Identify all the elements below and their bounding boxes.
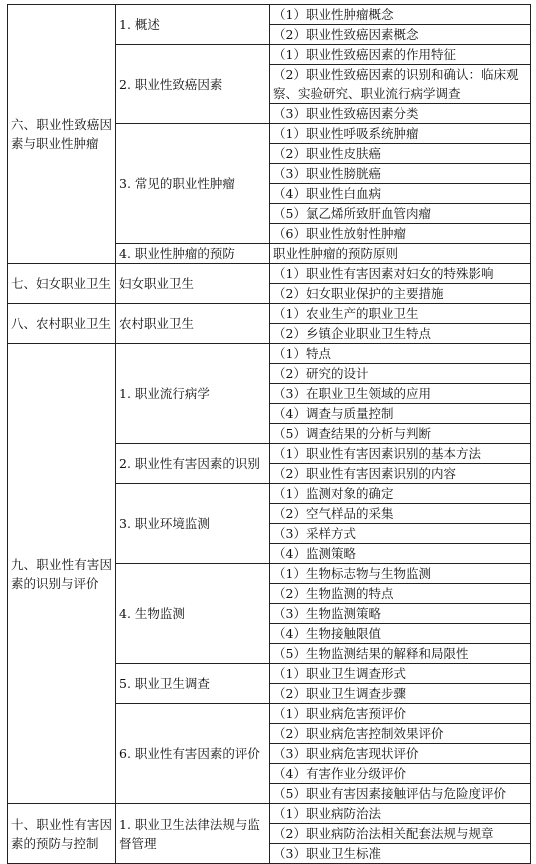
unit-title: 六、职业性致癌因素与职业性肿瘤 [8, 5, 116, 264]
point-text: （1）监测对象的确定 [270, 484, 531, 504]
table-row [8, 304, 531, 324]
element-title: 2. 职业性有害因素的识别 [116, 444, 270, 484]
unit-title: 七、妇女职业卫生 [8, 264, 116, 304]
point-text: （3）职业性致癌因素分类 [270, 104, 531, 124]
syllabus-table [7, 4, 531, 864]
point-text: （4）调查与质量控制 [270, 404, 531, 424]
point-text: （1）职业卫生调查形式 [270, 664, 531, 684]
point-text: （2）研究的设计 [270, 364, 531, 384]
point-text: （6）职业性放射性肿瘤 [270, 224, 531, 244]
point-text: （5）生物监测结果的解释和局限性 [270, 644, 531, 664]
point-text: （5）职业有害因素接触评估与危险度评价 [270, 784, 531, 804]
element-title: 农村职业卫生 [116, 304, 270, 344]
unit-title: 八、农村职业卫生 [8, 304, 116, 344]
point-text: （2）职业卫生调查步骤 [270, 684, 531, 704]
syllabus-page [7, 4, 531, 864]
point-text: （2）职业性致癌因素概念 [270, 25, 531, 45]
point-text: （1）职业病危害预评价 [270, 704, 531, 724]
point-text: （1）生物标志物与生物监测 [270, 564, 531, 584]
point-text: （4）生物接触限值 [270, 624, 531, 644]
point-text: （3）职业卫生标准 [270, 844, 531, 864]
syllabus-table-body [8, 5, 531, 864]
point-text: （1）职业性呼吸系统肿瘤 [270, 124, 531, 144]
point-text: （2）妇女职业保护的主要措施 [270, 284, 531, 304]
point-text: （1）农业生产的职业卫生 [270, 304, 531, 324]
point-text: （3）采样方式 [270, 524, 531, 544]
element-title: 1. 概述 [116, 5, 270, 45]
table-row [8, 5, 531, 25]
element-title: 3. 常见的职业性肿瘤 [116, 124, 270, 244]
element-title: 5. 职业卫生调查 [116, 664, 270, 704]
point-text: （2）职业病危害控制效果评价 [270, 724, 531, 744]
point-text: （3）职业病危害现状评价 [270, 744, 531, 764]
table-row [8, 264, 531, 284]
point-text: （2）职业性致癌因素的识别和确认：临床观察、实验研究、职业流行病学调查 [270, 65, 531, 104]
point-text: （4）监测策略 [270, 544, 531, 564]
unit-title: 十、职业性有害因素的预防与控制 [8, 804, 116, 864]
point-text: （2）职业性皮肤癌 [270, 144, 531, 164]
unit-title: 九、职业性有害因素的识别与评价 [8, 344, 116, 804]
point-text: （2）乡镇企业职业卫生特点 [270, 324, 531, 344]
point-text: （4）有害作业分级评价 [270, 764, 531, 784]
point-text: （1）特点 [270, 344, 531, 364]
table-row [8, 344, 531, 364]
point-text: （1）职业性有害因素对妇女的特殊影响 [270, 264, 531, 284]
point-text: （4）职业性白血病 [270, 184, 531, 204]
element-title: 2. 职业性致癌因素 [116, 45, 270, 124]
point-text: （2）职业性有害因素识别的内容 [270, 464, 531, 484]
point-text: 职业性肿瘤的预防原则 [270, 244, 531, 264]
element-title: 4. 生物监测 [116, 564, 270, 664]
element-title: 1. 职业流行病学 [116, 344, 270, 444]
element-title: 1. 职业卫生法律法规与监督管理 [116, 804, 270, 864]
element-title: 妇女职业卫生 [116, 264, 270, 304]
point-text: （3）在职业卫生领域的应用 [270, 384, 531, 404]
point-text: （1）职业性致癌因素的作用特征 [270, 45, 531, 65]
point-text: （3）生物监测策略 [270, 604, 531, 624]
table-row [8, 804, 531, 824]
point-text: （1）职业病防治法 [270, 804, 531, 824]
point-text: （2）生物监测的特点 [270, 584, 531, 604]
point-text: （2）职业病防治法相关配套法规与规章 [270, 824, 531, 844]
point-text: （5）调查结果的分析与判断 [270, 424, 531, 444]
element-title: 3. 职业环境监测 [116, 484, 270, 564]
point-text: （3）职业性膀胱癌 [270, 164, 531, 184]
point-text: （1）职业性肿瘤概念 [270, 5, 531, 25]
point-text: （1）职业性有害因素识别的基本方法 [270, 444, 531, 464]
element-title: 6. 职业性有害因素的评价 [116, 704, 270, 804]
point-text: （2）空气样品的采集 [270, 504, 531, 524]
point-text: （5）氯乙烯所致肝血管肉瘤 [270, 204, 531, 224]
element-title: 4. 职业性肿瘤的预防 [116, 244, 270, 264]
